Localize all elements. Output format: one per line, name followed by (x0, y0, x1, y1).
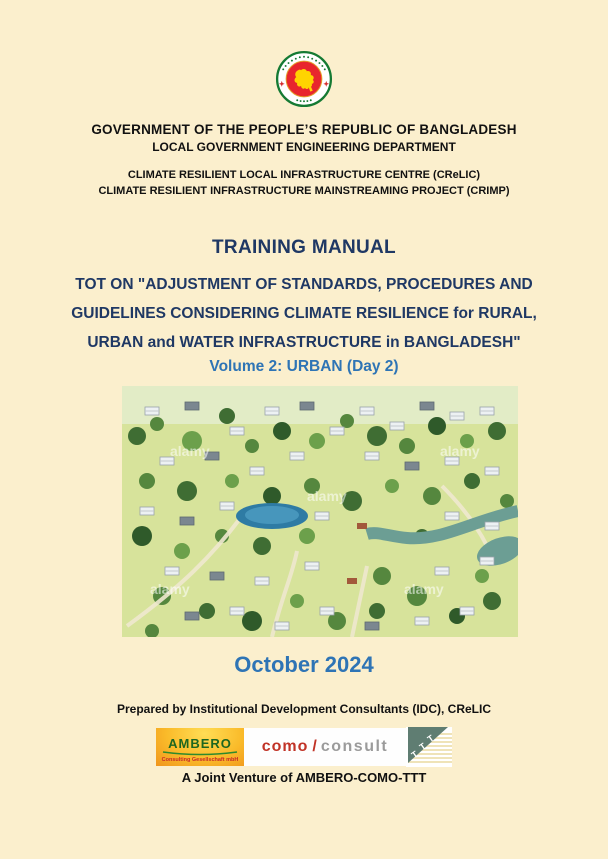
svg-text:alamy: alamy (150, 581, 190, 597)
volume-label: Volume 2: URBAN (Day 2) (209, 358, 399, 375)
prepared-by-line: Prepared by Institutional Development Consultants (IDC), CReLIC (116, 702, 492, 716)
joint-venture-line: A Joint Venture of AMBERO-COMO-TTT (181, 770, 427, 785)
svg-text:T: T (425, 732, 436, 745)
subtitle-line-3: URBAN and WATER INFRASTRUCTURE in BANGLADESH" (87, 334, 521, 351)
ambero-logo (156, 728, 244, 766)
svg-text:alamy: alamy (440, 443, 480, 459)
subtitle-line-1: TOT ON "ADJUSTMENT OF STANDARDS, PROCEDURES AND (75, 276, 533, 293)
ambero-logo-subtext: Consulting Gesellschaft mbH (161, 757, 239, 763)
subtitle-line-2: GUIDELINES CONSIDERING CLIMATE RESILIENCE for RURAL, (71, 305, 537, 322)
svg-text:alamy: alamy (307, 488, 347, 504)
document-subtitle (0, 270, 608, 357)
como-consult-logo (244, 728, 406, 766)
publication-date: October 2024 (234, 652, 374, 677)
svg-text:T: T (417, 740, 428, 753)
joint-venture-logos (0, 727, 608, 767)
aerial-photo-illustration (122, 386, 518, 637)
ttt-logo (406, 727, 452, 767)
como-logo-word: como (261, 738, 309, 755)
crimp-line: CLIMATE RESILIENT INFRASTRUCTURE MAINSTREAMING PROJECT (CRIMP) (98, 185, 510, 197)
aerial-photo (122, 386, 518, 637)
bangladesh-government-emblem-icon (275, 50, 333, 108)
government-line: GOVERNMENT OF THE PEOPLE’S REPUBLIC OF BANGLADESH (91, 122, 517, 137)
consult-logo-word: consult (320, 738, 389, 755)
svg-text:alamy: alamy (170, 443, 210, 459)
como-logo-slash: / (312, 738, 317, 755)
crelic-line: CLIMATE RESILIENT LOCAL INFRASTRUCTURE CENTRE (CReLIC) (127, 169, 481, 181)
svg-text:alamy: alamy (404, 581, 444, 597)
department-line: LOCAL GOVERNMENT ENGINEERING DEPARTMENT (152, 140, 456, 154)
ambero-logo-word: AMBERO (168, 736, 232, 751)
svg-text:T: T (409, 748, 420, 761)
document-title: TRAINING MANUAL (212, 237, 396, 258)
photo-pond (236, 503, 308, 529)
